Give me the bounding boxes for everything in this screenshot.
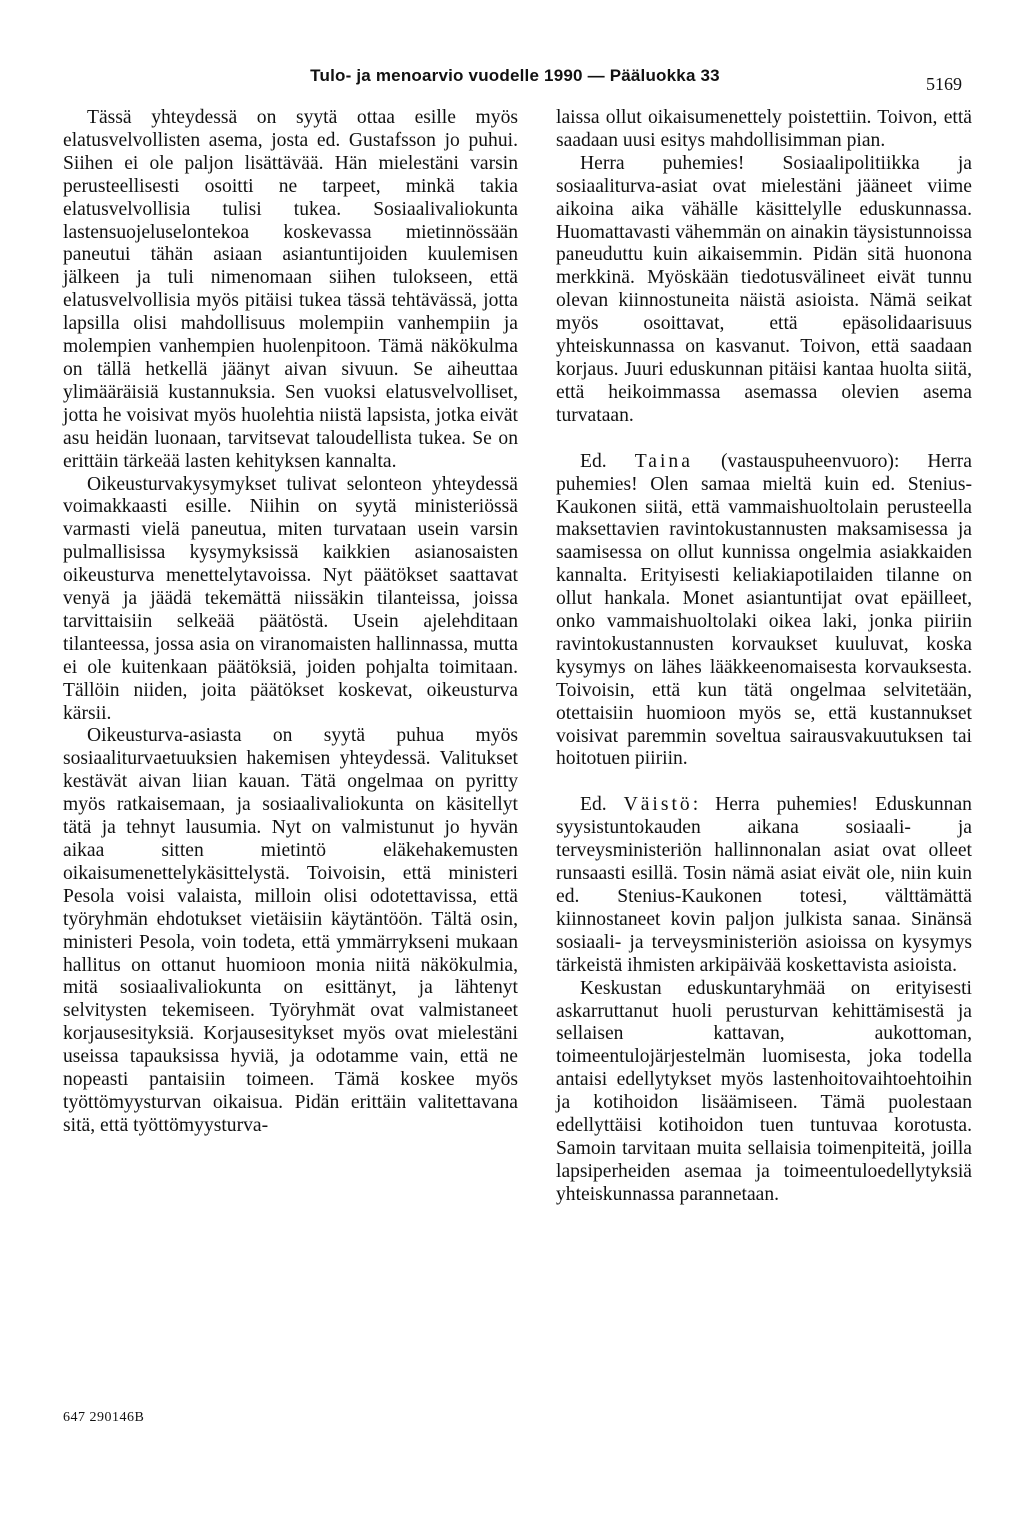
running-header: Tulo- ja menoarvio vuodelle 1990 — Pääluokka 33 bbox=[310, 66, 720, 85]
page-number: 5169 bbox=[926, 74, 962, 94]
paragraph: Herra puhemies! Sosiaalipolitiikka ja sosiaaliturva-asiat ovat mielestäni jääneet viime aikoina aika vähälle käsittelylle eduskunnassa. Huomattavasti vähemmän on ainakin täysistunnoissa paneuduttu kuin aikaisemmin. Pidän sitä huonona merkkinä. Myöskään tiedotusvälineet eivät tunnu olevan kiinnostuneita näistä asioista. Nämä seikat myös osoittavat, että epäsolidaarisuus yhteiskunnassa on kasvanut. Toivon, että saadaan korjaus. Juuri eduskunnan pitäisi kantaa huolta siitä, että heikoimmassa asemassa olevien asema turvataan. bbox=[556, 152, 972, 426]
paragraph: Oikeusturvakysymykset tulivat selonteon yhteydessä voimakkaasti esille. Niihin on syytä ministeriössä varmasti vielä paneutua, miten turvataan usein varsin pulmallisissa kysymyksissä kaikkien asianosaisten oikeusturva menettelytavoissa. Nyt päätökset saattavat venyä ja jäädä tekemättä niissäkin tilanteissa, joissa tarvittaisiin selkeää päätöstä. Usein ajelehditaan tilanteessa, jossa asia on viranomaisten hallinnassa, mutta ei ole kuitenkaan päätöksiä, joiden pohjalta toimitaan. Tällöin niiden, joita päätökset koskevat, oikeusturva kärsii. bbox=[63, 473, 518, 724]
paragraph: Tässä yhteydessä on syytä ottaa esille myös elatusvelvollisten asema, josta ed. Gustafsson jo puhui. Siihen ei ole paljon lisättävää. Hän mielestäni varsin perusteellisesti osoitti ne tarpeet, minkä takia elatusvelvollisia tulisi tukea. Sosiaalivaliokunta lastensuojeluselontekoa koskevassa mietinnössään paneutui tähän asiaan asiantuntijoiden kuulemisen jälkeen ja tuli nimenomaan siihen tulokseen, että elatusvelvollisia myös pitäisi tukea tässä tehtävässä, jotta lapsilla olisi mahdollisuus molempiin vanhempiin ja molempien vanhempien huolenpitoon. Tämä näkökulma on tällä hetkellä jäänyt aivan sivuun. Se aiheuttaa ylimääräisiä kustannuksia. Sen vuoksi elatusvelvolliset, jotta he voisivat myös huolehtia niistä lapsista, jotka eivät asu heidän luonaan, tarvitsevat taloudellista tukea. Se on erittäin tärkeää lasten kehityksen kannalta. bbox=[63, 107, 518, 472]
speech-prefix: Ed. bbox=[580, 794, 607, 816]
footer-print-code: 647 290146B bbox=[63, 1410, 145, 1425]
speaker-name: Taina bbox=[634, 450, 693, 472]
speech-text: : Herra puhemies! Eduskunnan syysistuntokauden aikana sosiaali- ja terveysministeriön hallinnonalan asiat ovat olleet runsaasti esillä. Tosin nämä asiat eivät ole, niin kuin ed. Stenius-Kaukonen totesi, välttämättä kiinnostaneet kovin paljon julkista sanaa. Sinänsä sosiaali- ja terveysministeriön asioissa on kysymys tärkeistä ihmisten arkipäivää koskettavista asioista. bbox=[556, 794, 972, 976]
speech-vaisto bbox=[556, 794, 972, 977]
left-column bbox=[63, 107, 518, 1138]
paragraph: Keskustan eduskuntaryhmää on erityisesti askarruttanut huoli perusturvan kehittämisestä ja sellaisen kattavan, aukottoman, toimeentulojärjestelmän luomisesta, joka todella antaisi edellytykset myös lastenhoitovaihtoehtoihin ja kotihoidon lisäämiseen. Tämä puolestaan edellyttäisi kotihoidon tuen tuntuvaa korotusta. Samoin tarvitaan muita sellaisia toimenpiteitä, joilla lapsiperheiden asemaa ja toimeentuloedellytyksiä yhteiskunnassa parannetaan. bbox=[556, 977, 972, 1205]
speech-prefix: Ed. bbox=[580, 450, 607, 472]
speech-taina bbox=[556, 451, 972, 772]
speech-text: (vastauspuheenvuoro): Herra puhemies! Olen samaa mieltä kuin ed. Stenius-Kaukonen siitä, että vammaishuoltolain perusteella maksettavien ravintokustannusten maksamisessa ja saamisessa on ollut kunnissa ongelmia asiakkaiden kannalta. Erityisesti keliakiapotilaiden tilanne on ollut hankala. Monet asiantuntijat ovat epäilleet, onko vammaishuoltolaki oikea laki, jonka piiriin ravintokustannusten korvaukset kuuluvat, koska kysymys on lähes lääkkeenomaisesta korvauksesta. Toivoisin, että kun tätä ongelmaa selvitetään, otettaisiin huomioon myös se, että kustannukset voisivat paremmin soveltua sairausvakuutuksen tai hoitotuen piiriin. bbox=[556, 450, 973, 770]
paragraph: Oikeusturva-asiasta on syytä puhua myös sosiaaliturvaetuuksien hakemisen yhteydessä. Valitukset kestävät aivan liian kauan. Tätä ongelmaa on pyritty myös ratkaisemaan, ja sosiaalivaliokunta on käsitellyt tätä ja tehnyt lausumia. Nyt on valmistunut jo hyvän aikaa sitten mietintö eläkehakemusten oikaisumenettelykäsittelystä. Toivoisin, että ministeri Pesola voisi valaista, milloin olisi odotettavissa, että työryhmän ehdotukset vietäisiin käytäntöön. Tältä osin, ministeri Pesola, voin todeta, että ymmärrykseni mukaan hallitus on ottanut huomioon monia niitä näkökulmia, mitä sosiaalivaliokunta on esittänyt, ja lähtenyt selvitysten tekemiseen. Työryhmät ovat valmistaneet korjausesityksiä. Korjausesitykset myös ovat mielestäni useissa tapauksissa hyviä, ja odotamme vain, että ne nopeasti pantaisiin toimeen. Tämä koskee myös työttömyysturvan oikaisua. Pidän erittäin valitettavana sitä, että työttömyysturva- bbox=[63, 725, 518, 1136]
paragraph: laissa ollut oikaisumenettely poistettiin. Toivon, että saadaan uusi esitys mahdollisimman pian. bbox=[556, 107, 972, 151]
right-column bbox=[556, 107, 972, 1207]
speaker-name: Väistö bbox=[623, 794, 693, 816]
